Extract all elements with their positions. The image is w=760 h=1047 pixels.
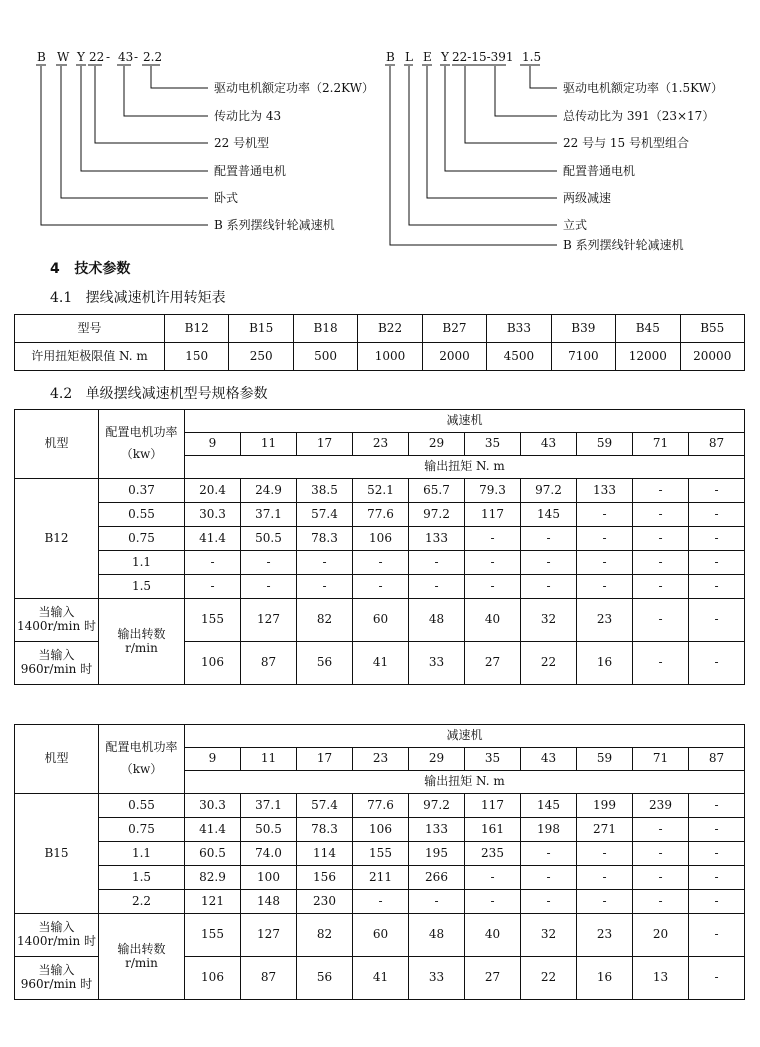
code-explanation: B 系列摆线针轮减速机	[214, 218, 335, 232]
speed-cell: 22	[521, 642, 577, 685]
speed-cell: 41	[353, 957, 409, 1000]
speed-cell: 33	[409, 957, 465, 1000]
model-cell: B12	[165, 315, 229, 343]
model-cell: B18	[293, 315, 357, 343]
ratio-cell: 17	[297, 748, 353, 771]
table-row	[15, 343, 745, 371]
torque-cell: -	[689, 794, 745, 818]
power-cell: 1.5	[99, 575, 185, 599]
torque-cell: -	[689, 527, 745, 551]
torque-cell: 52.1	[353, 479, 409, 503]
code-explanation: B 系列摆线针轮减速机	[563, 238, 684, 252]
torque-cell: 57.4	[297, 503, 353, 527]
table-row	[15, 599, 745, 642]
code-segment: 22-15-391	[452, 50, 514, 64]
output-torque-header: 输出扭矩 N. m	[185, 771, 745, 794]
speed-cell: 23	[577, 599, 633, 642]
torque-cell: -	[689, 890, 745, 914]
torque-cell: 198	[521, 818, 577, 842]
section-title: 技术参数	[74, 261, 131, 277]
spec-table-b12	[14, 409, 745, 685]
power-cell: 0.55	[99, 794, 185, 818]
speed-cell: 82	[297, 599, 353, 642]
table-row	[15, 551, 745, 575]
ratio-cell: 9	[185, 433, 241, 456]
ratio-cell: 9	[185, 748, 241, 771]
power-cell: 1.1	[99, 842, 185, 866]
value-cell: 250	[229, 343, 293, 371]
torque-cell: -	[633, 527, 689, 551]
torque-cell: -	[577, 866, 633, 890]
code-segment: 22	[89, 50, 105, 64]
torque-cell: 97.2	[521, 479, 577, 503]
code-explanation: 卧式	[214, 191, 239, 205]
code-segment: W	[57, 50, 70, 64]
torque-cell: 82.9	[185, 866, 241, 890]
speed-cell: 48	[409, 914, 465, 957]
torque-cell: -	[633, 890, 689, 914]
torque-cell: 230	[297, 890, 353, 914]
table-row	[15, 794, 745, 818]
subsection-number: 4.1	[50, 290, 73, 306]
torque-cell: 50.5	[241, 527, 297, 551]
torque-cell: -	[633, 575, 689, 599]
torque-cell: 106	[353, 818, 409, 842]
torque-cell: 121	[185, 890, 241, 914]
torque-cell: -	[521, 866, 577, 890]
speed-cell: -	[689, 957, 745, 1000]
torque-cell: -	[577, 527, 633, 551]
torque-cell: 30.3	[185, 503, 241, 527]
torque-cell: -	[577, 575, 633, 599]
model-cell: B15	[15, 794, 99, 914]
torque-cell: -	[633, 479, 689, 503]
model-cell: B15	[229, 315, 293, 343]
torque-cell: -	[185, 551, 241, 575]
code-explanation: 配置普通电机	[214, 164, 287, 178]
subsection-title: 摆线减速机许用转矩表	[85, 290, 226, 306]
table-row	[15, 479, 745, 503]
speed-cell: 16	[577, 642, 633, 685]
speed-cell: 40	[465, 914, 521, 957]
torque-cell: 133	[409, 818, 465, 842]
column-header-reducer: 减速机	[185, 410, 745, 433]
torque-cell: 97.2	[409, 794, 465, 818]
torque-cell: -	[689, 866, 745, 890]
header-cell: 许用扭矩极限值 N. m	[15, 343, 165, 371]
input-speed-1400-label: 当输入 1400r/min 时	[15, 914, 99, 957]
column-header-power	[99, 410, 185, 479]
torque-cell: 161	[465, 818, 521, 842]
torque-cell: 30.3	[185, 794, 241, 818]
speed-cell: 41	[353, 642, 409, 685]
speed-cell: 127	[241, 599, 297, 642]
value-cell: 1000	[358, 343, 422, 371]
ratio-cell: 35	[465, 748, 521, 771]
table-row	[15, 527, 745, 551]
code-example-2	[385, 50, 723, 252]
code-explanation: 立式	[563, 218, 588, 232]
power-cell: 0.37	[99, 479, 185, 503]
torque-cell: -	[297, 551, 353, 575]
torque-cell: -	[241, 575, 297, 599]
input-speed-960-label: 当输入 960r/min 时	[15, 957, 99, 1000]
torque-cell: 57.4	[297, 794, 353, 818]
value-cell: 12000	[616, 343, 680, 371]
torque-cell: -	[577, 551, 633, 575]
model-cell: B45	[616, 315, 680, 343]
speed-cell: 20	[633, 914, 689, 957]
torque-cell: -	[465, 551, 521, 575]
speed-cell: 82	[297, 914, 353, 957]
speed-cell: 87	[241, 642, 297, 685]
speed-cell: 23	[577, 914, 633, 957]
torque-cell: 78.3	[297, 818, 353, 842]
torque-cell: 211	[353, 866, 409, 890]
spec-table-b15	[14, 724, 745, 1000]
torque-cell: -	[465, 527, 521, 551]
code-explanation: 22 号机型	[214, 136, 270, 150]
speed-cell: 22	[521, 957, 577, 1000]
torque-cell: -	[465, 575, 521, 599]
speed-cell: 27	[465, 642, 521, 685]
torque-cell: 74.0	[241, 842, 297, 866]
model-cell: B12	[15, 479, 99, 599]
torque-cell: -	[521, 527, 577, 551]
speed-cell: -	[689, 599, 745, 642]
code-example-1	[36, 50, 374, 232]
torque-cell: 106	[353, 527, 409, 551]
torque-cell: -	[633, 551, 689, 575]
torque-cell: 50.5	[241, 818, 297, 842]
power-cell: 2.2	[99, 890, 185, 914]
power-unit: （kw）	[120, 447, 163, 461]
torque-cell: -	[521, 890, 577, 914]
torque-cell: 155	[353, 842, 409, 866]
torque-cell: 60.5	[185, 842, 241, 866]
column-header-reducer: 减速机	[185, 725, 745, 748]
output-speed-label: 输出转数 r/min	[99, 914, 185, 1000]
code-segment: B	[37, 50, 46, 64]
code-explanation: 总传动比为 391（23×17）	[563, 109, 715, 123]
speed-cell: 60	[353, 599, 409, 642]
speed-cell: 56	[297, 957, 353, 1000]
ratio-cell: 17	[297, 433, 353, 456]
torque-cell: 38.5	[297, 479, 353, 503]
output-speed-label: 输出转数 r/min	[99, 599, 185, 685]
table-row	[15, 575, 745, 599]
torque-cell: 24.9	[241, 479, 297, 503]
output-torque-header: 输出扭矩 N. m	[185, 456, 745, 479]
value-cell: 150	[165, 343, 229, 371]
code-explanation: 传动比为 43	[214, 109, 282, 123]
torque-section-heading	[50, 287, 226, 307]
torque-cell: -	[633, 842, 689, 866]
speed-cell: -	[689, 642, 745, 685]
torque-cell: -	[633, 818, 689, 842]
torque-cell: -	[689, 818, 745, 842]
table-row	[15, 818, 745, 842]
torque-cell: -	[689, 842, 745, 866]
torque-cell: 37.1	[241, 794, 297, 818]
torque-cell: 271	[577, 818, 633, 842]
speed-cell: -	[633, 599, 689, 642]
torque-cell: -	[353, 575, 409, 599]
table-row	[15, 842, 745, 866]
power-cell: 0.75	[99, 818, 185, 842]
header-cell: 型号	[15, 315, 165, 343]
model-cell: B27	[422, 315, 486, 343]
torque-cell: 145	[521, 503, 577, 527]
model-code-diagrams	[0, 0, 760, 270]
torque-cell: 100	[241, 866, 297, 890]
torque-cell: -	[465, 890, 521, 914]
torque-cell: 97.2	[409, 503, 465, 527]
code-segment: -	[134, 50, 139, 64]
ratio-cell: 59	[577, 748, 633, 771]
torque-table	[14, 314, 745, 371]
code-segment: 43	[118, 50, 134, 64]
table-row	[15, 315, 745, 343]
model-cell: B33	[487, 315, 551, 343]
power-unit: （kw）	[120, 762, 163, 776]
torque-cell: -	[465, 866, 521, 890]
column-header-model: 机型	[15, 725, 99, 794]
torque-cell: 117	[465, 794, 521, 818]
torque-cell: -	[353, 551, 409, 575]
speed-cell: 106	[185, 642, 241, 685]
torque-cell: -	[521, 842, 577, 866]
torque-cell: -	[409, 890, 465, 914]
torque-cell: 117	[465, 503, 521, 527]
ratio-cell: 23	[353, 433, 409, 456]
code-segment: Y	[77, 50, 85, 64]
torque-cell: 79.3	[465, 479, 521, 503]
speed-cell: 155	[185, 914, 241, 957]
speed-cell: 13	[633, 957, 689, 1000]
torque-cell: 266	[409, 866, 465, 890]
code-explanation: 驱动电机额定功率（2.2KW）	[214, 81, 374, 95]
code-segment: 1.5	[522, 50, 542, 64]
table-row	[15, 410, 745, 433]
power-label: 配置电机功率	[105, 740, 178, 755]
ratio-cell: 11	[241, 433, 297, 456]
code-explanation: 配置普通电机	[563, 164, 636, 178]
torque-cell: 77.6	[353, 794, 409, 818]
torque-cell: 133	[577, 479, 633, 503]
speed-cell: 106	[185, 957, 241, 1000]
torque-cell: 41.4	[185, 818, 241, 842]
speed-cell: -	[633, 642, 689, 685]
torque-cell: -	[577, 842, 633, 866]
ratio-cell: 35	[465, 433, 521, 456]
value-cell: 2000	[422, 343, 486, 371]
torque-cell: -	[409, 575, 465, 599]
table-row	[15, 503, 745, 527]
section-number: 4	[50, 261, 60, 277]
speed-cell: 32	[521, 914, 577, 957]
spec-section-heading	[50, 383, 268, 403]
torque-cell: -	[689, 503, 745, 527]
table-row	[15, 725, 745, 748]
column-header-power	[99, 725, 185, 794]
model-cell: B22	[358, 315, 422, 343]
torque-cell: 145	[521, 794, 577, 818]
torque-cell: -	[689, 551, 745, 575]
value-cell: 4500	[487, 343, 551, 371]
section-heading	[50, 258, 130, 278]
table-row	[15, 866, 745, 890]
torque-cell: 235	[465, 842, 521, 866]
torque-cell: 78.3	[297, 527, 353, 551]
torque-cell: -	[521, 551, 577, 575]
speed-cell: 48	[409, 599, 465, 642]
code-segment: L	[405, 50, 413, 64]
torque-cell: -	[689, 575, 745, 599]
speed-cell: 16	[577, 957, 633, 1000]
speed-cell: 155	[185, 599, 241, 642]
torque-cell: 37.1	[241, 503, 297, 527]
ratio-cell: 43	[521, 748, 577, 771]
code-explanation: 驱动电机额定功率（1.5KW）	[563, 81, 723, 95]
torque-cell: 20.4	[185, 479, 241, 503]
code-segment: B	[386, 50, 395, 64]
model-cell: B39	[551, 315, 615, 343]
torque-cell: 195	[409, 842, 465, 866]
power-cell: 1.5	[99, 866, 185, 890]
speed-cell: 127	[241, 914, 297, 957]
torque-cell: 77.6	[353, 503, 409, 527]
torque-cell: 65.7	[409, 479, 465, 503]
speed-cell: 60	[353, 914, 409, 957]
code-segment: -	[106, 50, 111, 64]
torque-cell: -	[297, 575, 353, 599]
ratio-cell: 11	[241, 748, 297, 771]
ratio-cell: 29	[409, 433, 465, 456]
table-row	[15, 890, 745, 914]
torque-cell: -	[633, 503, 689, 527]
code-segment: 2.2	[143, 50, 163, 64]
ratio-cell: 71	[633, 433, 689, 456]
value-cell: 20000	[680, 343, 745, 371]
torque-cell: 41.4	[185, 527, 241, 551]
subsection-number: 4.2	[50, 386, 73, 402]
torque-cell: 133	[409, 527, 465, 551]
torque-cell: -	[409, 551, 465, 575]
ratio-cell: 87	[689, 748, 745, 771]
speed-cell: 33	[409, 642, 465, 685]
speed-cell: 56	[297, 642, 353, 685]
value-cell: 500	[293, 343, 357, 371]
power-label: 配置电机功率	[105, 425, 178, 440]
speed-cell: -	[689, 914, 745, 957]
input-speed-1400-label: 当输入 1400r/min 时	[15, 599, 99, 642]
torque-cell: -	[577, 890, 633, 914]
power-cell: 0.75	[99, 527, 185, 551]
code-segment: Y	[441, 50, 449, 64]
ratio-cell: 29	[409, 748, 465, 771]
torque-cell: 239	[633, 794, 689, 818]
torque-cell: -	[241, 551, 297, 575]
speed-cell: 27	[465, 957, 521, 1000]
ratio-cell: 43	[521, 433, 577, 456]
torque-cell: -	[633, 866, 689, 890]
torque-cell: -	[185, 575, 241, 599]
subsection-title: 单级摆线减速机型号规格参数	[85, 386, 268, 402]
model-cell: B55	[680, 315, 745, 343]
power-cell: 1.1	[99, 551, 185, 575]
torque-cell: -	[353, 890, 409, 914]
speed-cell: 40	[465, 599, 521, 642]
code-explanation: 两级减速	[563, 191, 612, 205]
speed-cell: 32	[521, 599, 577, 642]
ratio-cell: 71	[633, 748, 689, 771]
torque-cell: 156	[297, 866, 353, 890]
ratio-cell: 87	[689, 433, 745, 456]
torque-cell: 199	[577, 794, 633, 818]
speed-cell: 87	[241, 957, 297, 1000]
torque-cell: -	[577, 503, 633, 527]
ratio-cell: 23	[353, 748, 409, 771]
ratio-cell: 59	[577, 433, 633, 456]
power-cell: 0.55	[99, 503, 185, 527]
code-explanation: 22 号与 15 号机型组合	[563, 136, 689, 150]
torque-cell: -	[521, 575, 577, 599]
column-header-model: 机型	[15, 410, 99, 479]
table-row	[15, 914, 745, 957]
code-segment: E	[423, 50, 432, 64]
value-cell: 7100	[551, 343, 615, 371]
input-speed-960-label: 当输入 960r/min 时	[15, 642, 99, 685]
torque-cell: 114	[297, 842, 353, 866]
torque-cell: -	[689, 479, 745, 503]
torque-cell: 148	[241, 890, 297, 914]
